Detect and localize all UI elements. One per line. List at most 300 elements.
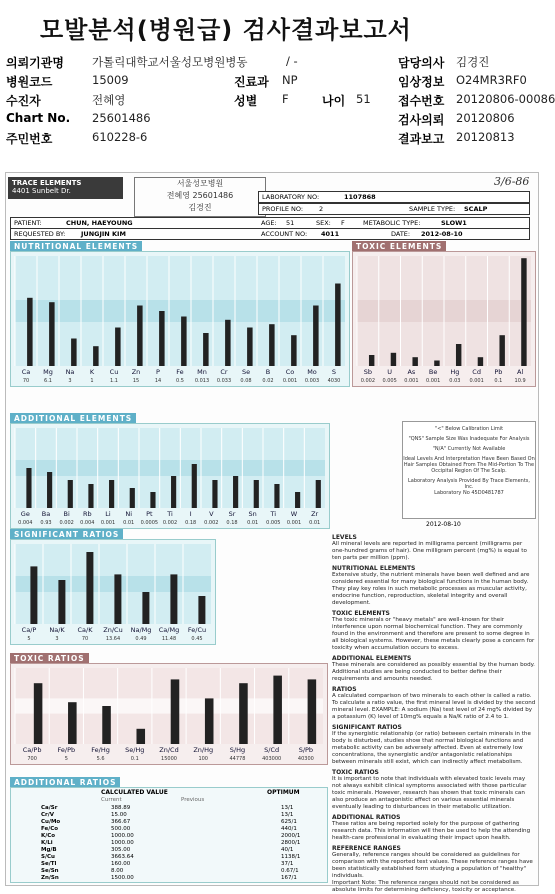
lab-no-label: LABORATORY NO: [262, 193, 320, 201]
value-label: 0.002 [59, 520, 74, 526]
info-row-5 [0, 130, 542, 148]
value-label: 0.005 [382, 378, 397, 384]
bar [369, 355, 374, 366]
bar [49, 302, 55, 366]
value-label: 0.93 [40, 520, 52, 526]
toxic-title: TOXIC ELEMENTS [352, 241, 446, 252]
bar [313, 306, 319, 367]
category-label: Ge [20, 510, 30, 518]
date-label: DATE: [391, 230, 411, 238]
bar [102, 706, 111, 744]
category-label: Ca [21, 368, 31, 376]
category-label: Fe/Pb [57, 746, 76, 754]
sex-label: 성별 [234, 94, 258, 108]
category-label: Cr [220, 368, 228, 376]
bar [34, 683, 43, 744]
ratio-value: 305.00 [111, 847, 131, 853]
account-value: 4011 [321, 230, 340, 238]
bar [115, 328, 121, 367]
value-label: 0.001 [425, 378, 441, 384]
ratio-optimum: 167/1 [281, 875, 297, 881]
current-header: Current [101, 797, 122, 803]
bar [136, 729, 145, 744]
ratio-optimum: 1138/1 [281, 854, 301, 860]
r-patient-value: CHUN, HAEYOUNG [66, 219, 133, 227]
category-label: S/Pb [298, 746, 314, 754]
category-label: Se/Hg [125, 746, 145, 754]
ratio-value: 500.00 [111, 826, 131, 832]
bar [170, 574, 177, 624]
requested-value: JUNGJIN KIM [81, 230, 126, 238]
category-label: Fe [176, 368, 184, 376]
explanation-text: A calculated comparison of two minerals to each other is called a ratio. To calculate a ratio value, the first mineral level is divided by the second mineral level. EXAMPLE: A sodium (Na) test level of 24 mg% divided by a potassium (K) level of 10mg% equals a Na/K ratio of 2.4 to 1. [332, 693, 536, 720]
bar [308, 679, 317, 744]
institution-value: 가톨릭대학교서울성모병원병동 [92, 55, 248, 69]
ratio-name: Mg/B [41, 847, 57, 853]
value-label: 0.01 [309, 520, 321, 526]
profile-label: PROFILE NO: [262, 205, 304, 213]
value-label: 700 [27, 756, 37, 762]
explanation-heading: NUTRITIONAL ELEMENTS [332, 565, 416, 572]
add-ratio-row [11, 854, 327, 861]
value-label: 70 [81, 636, 89, 642]
legend-line-1: "<" Below Calibration Limit [434, 426, 504, 432]
category-label: Sr [228, 510, 236, 518]
ratio-name: K/Co [41, 833, 56, 839]
value-label: 0.005 [266, 520, 281, 526]
bar [335, 284, 341, 367]
value-label: 0.1 [130, 756, 139, 762]
stamp-line-1: 서울성모병원 [176, 179, 224, 188]
category-label: Cd [472, 368, 481, 376]
category-label: Zn/Cd [159, 746, 179, 754]
bar [233, 476, 238, 508]
explanation-text: All mineral levels are reported in milligrams percent (milligrams per one-hundred grams of hair). One milligram percent (mg%) is equal to ten parts per million (ppm). [332, 541, 527, 561]
category-label: Ca/Pb [22, 746, 42, 754]
optimum-header: OPTIMUM [267, 789, 300, 796]
category-label: Ca/K [77, 626, 93, 634]
bar [192, 464, 197, 508]
additional-chart [11, 424, 329, 528]
info-row-1 [0, 54, 542, 72]
explanation-heading: RATIOS [332, 686, 357, 693]
ratio-optimum: 13/1 [281, 812, 294, 818]
bar [198, 596, 205, 624]
r-age-value: 51 [286, 219, 295, 227]
category-label: Ti [270, 510, 277, 518]
category-label: V [209, 510, 214, 518]
additional-panel [10, 423, 330, 529]
ratio-value: 1000.00 [111, 840, 134, 846]
id-label: 주민번호 [6, 132, 53, 146]
chart-band [15, 544, 211, 560]
category-label: Zn [131, 368, 141, 376]
nutritional-chart [11, 252, 349, 386]
value-label: 0.18 [226, 520, 238, 526]
value-label: 5 [64, 756, 68, 762]
value-label: 0.001 [469, 378, 484, 384]
chart-band [15, 428, 325, 444]
category-label: K [89, 368, 95, 376]
chart-label: Chart No. [6, 111, 71, 125]
bar [412, 357, 417, 366]
value-label: 70 [22, 378, 30, 384]
r-age-label: AGE: [261, 219, 277, 227]
legend-notes [402, 421, 536, 519]
add-ratio-row [11, 826, 327, 833]
patient-label: 수진자 [6, 94, 41, 108]
value-label: 0.08 [240, 378, 252, 384]
value-label: 100 [198, 756, 208, 762]
explanation-text: These ratios are being reported solely for the purpose of gathering research data. This information will then be used to help the attending health-care professional in evaluating their impact upon health. [332, 821, 531, 841]
info-row-3 [0, 92, 555, 110]
chart-value: 25601486 [92, 111, 151, 125]
category-label: Al [516, 368, 524, 376]
id-value: 610228-6 [92, 130, 148, 144]
category-label: Fe/Cu [187, 626, 207, 634]
category-label: Ca/Mg [158, 626, 180, 634]
category-label: Co [285, 368, 295, 376]
previous-header: Previous [181, 797, 205, 803]
value-label: 5 [27, 636, 31, 642]
value-label: 3 [55, 636, 59, 642]
bar [499, 335, 504, 366]
report-title: 모발분석(병원급) 검사결과보고서 [40, 16, 412, 44]
bar [171, 679, 180, 744]
explanation-heading: ADDITIONAL ELEMENTS [332, 655, 412, 662]
report-header [6, 173, 538, 239]
lab-no-box [258, 191, 530, 203]
add-ratios-panel [10, 787, 328, 883]
value-label: 0.002 [360, 378, 376, 384]
value-label: 5.6 [96, 756, 105, 762]
bar [181, 317, 187, 367]
date-value: 2012-08-10 [421, 230, 463, 238]
chart-band [15, 608, 211, 624]
bar [291, 335, 297, 366]
ratio-value: 15.00 [111, 812, 127, 818]
value-label: 0.01 [247, 520, 259, 526]
hospital-stamp [134, 177, 266, 217]
value-label: 0.001 [100, 520, 116, 526]
category-label: Fe/Hg [91, 746, 110, 754]
category-label: W [290, 510, 298, 518]
ratio-optimum: 0.67/1 [281, 868, 299, 874]
ratio-name: Cu/Mo [41, 819, 61, 825]
value-label: 0.001 [282, 378, 298, 384]
result-value: 20120813 [456, 130, 515, 144]
category-label: Zr [311, 510, 319, 518]
calc-value-header: CALCULATED VALUE [101, 789, 168, 796]
explanation-heading: REFERENCE RANGES [332, 845, 401, 852]
value-label: 4030 [327, 378, 341, 384]
category-label: Na/Mg [130, 626, 152, 634]
ratio-name: K/Li [41, 840, 53, 846]
ratio-name: S/Cu [41, 854, 55, 860]
category-label: Na/K [49, 626, 65, 634]
value-label: 0.003 [304, 378, 320, 384]
bar [225, 320, 231, 366]
bar [274, 484, 279, 508]
ratio-value: 388.89 [111, 805, 131, 811]
ratio-name: Fe/Co [41, 826, 59, 832]
bar [86, 552, 93, 624]
add-ratio-row [11, 812, 327, 819]
dept-value: NP [282, 73, 298, 87]
nutritional-panel [10, 251, 350, 387]
category-label: S/Cd [264, 746, 280, 754]
metabolic-label: METABOLIC TYPE: [363, 219, 421, 227]
category-label: Ba [41, 510, 51, 518]
explanation-heading: TOXIC ELEMENTS [332, 610, 390, 617]
ratio-optimum: 37/1 [281, 861, 294, 867]
value-label: 0.18 [185, 520, 197, 526]
bar [109, 480, 114, 508]
category-label: Sb [363, 368, 373, 376]
doctor-value: 김경진 [456, 55, 490, 69]
legend-line-6: Laboratory No 45D0481787 [434, 490, 504, 496]
value-label: 0.013 [194, 378, 210, 384]
value-label: 0.001 [404, 378, 419, 384]
bar [68, 480, 73, 508]
bar [68, 702, 77, 744]
chart-band [15, 460, 325, 476]
ratio-name: Cr/V [41, 812, 55, 818]
value-label: 14 [154, 378, 162, 384]
nutritional-title: NUTRITIONAL ELEMENTS [10, 241, 142, 252]
category-label: Ni [125, 510, 133, 518]
ratio-value: 1500.00 [111, 875, 134, 881]
value-label: 0.02 [262, 378, 274, 384]
profile-box [258, 203, 530, 215]
value-label: 0.002 [204, 520, 219, 526]
add-ratio-row [11, 819, 327, 826]
value-label: 40300 [297, 756, 314, 762]
chart-band [15, 576, 211, 592]
add-ratios-title: ADDITIONAL RATIOS [10, 777, 120, 788]
sex-value: F [282, 92, 289, 106]
institution-label: 의뢰기관명 [6, 56, 64, 70]
ratio-name: Zn/Sn [41, 875, 59, 881]
bar [71, 339, 77, 367]
chart-band [15, 560, 211, 576]
add-ratio-row [11, 847, 327, 854]
bar [171, 476, 176, 508]
sig-ratios-chart [11, 540, 215, 644]
ratio-optimum: 40/1 [281, 847, 294, 853]
value-label: 1 [90, 378, 94, 384]
bar [27, 298, 32, 366]
explanation-text: It is important to note that individuals with elevated toxic levels may not always exhibit clinical symptoms associated with those particular toxic minerals. However, research has shown that toxic minerals can also produce an antagonistic effect on various essential minerals eventually leading to disturbances in their metabolic utilization. [332, 776, 527, 810]
bar [114, 574, 121, 624]
receipt-label: 접수번호 [398, 94, 445, 108]
explanation-text: Important Note: The reference ranges should not be considered as absolute limits for determining deficiency, toxicity or acceptance. [332, 880, 519, 893]
add-ratio-row [11, 840, 327, 847]
bar [137, 306, 143, 367]
code-label: 병원코드 [6, 75, 53, 89]
category-label: Bi [63, 510, 70, 518]
chart-band [15, 592, 211, 608]
explanation-text: These minerals are considered as possibly essential by the human body. Additional studies are being conducted to better define their requirements and amounts needed. [332, 662, 535, 682]
bar [205, 698, 214, 744]
info-row-4 [0, 111, 542, 129]
bar [30, 566, 37, 624]
category-label: Pb [494, 368, 503, 376]
stamp-line-3: 김경진 [188, 203, 212, 212]
additional-title: ADDITIONAL ELEMENTS [10, 413, 136, 424]
value-label: 0.004 [18, 520, 33, 526]
request-value: 20120806 [456, 111, 515, 125]
category-label: Ca/P [21, 626, 37, 634]
category-label: Be [428, 368, 438, 376]
value-label: 0.03 [449, 378, 461, 384]
value-label: 0.45 [191, 636, 203, 642]
bar [88, 484, 93, 508]
handwritten-note: 3/6-86 [494, 175, 530, 188]
category-label: Mn [197, 368, 207, 376]
value-label: 15 [132, 378, 140, 384]
toxic-ratios-panel [10, 663, 328, 765]
bar [247, 328, 253, 367]
ratio-optimum: 2000/1 [281, 833, 301, 839]
explanation-text: The toxic minerals or "heavy metals" are well-known for their interference upon normal biochemical function. They are commonly found in the environment and therefore are present to some degree in all biological systems. However, these metals clearly pose a concern for toxicity when accumulation occurs to excess. [332, 617, 535, 651]
age-value: 51 [356, 92, 371, 106]
category-label: Ti [167, 510, 173, 518]
code-value: 15009 [92, 73, 129, 87]
patient-info-header [0, 52, 555, 150]
lab-logo [8, 177, 123, 199]
doctor-label: 담당의사 [398, 56, 445, 70]
bar [521, 258, 526, 366]
value-label: 0.033 [216, 378, 232, 384]
bar [58, 580, 65, 624]
ratio-value: 3663.64 [111, 854, 134, 860]
toxic-panel [352, 251, 536, 387]
r-sex-label: SEX: [316, 219, 331, 227]
chart-band [15, 256, 345, 278]
ratio-optimum: 440/1 [281, 826, 297, 832]
ratio-optimum: 13/1 [281, 805, 294, 811]
value-label: 0.5 [176, 378, 184, 384]
sample-value: SCALP [464, 205, 488, 213]
ratio-value: 1000.00 [111, 833, 134, 839]
category-label: Mo [307, 368, 317, 376]
footer-date: 2012-08-10 [426, 521, 461, 528]
explanation-text: If the synergistic relationship (or ratio) between certain minerals in the body is disturbed, studies show that normal biological functions and metabolic activity can be adversely affected. Even at extremely low concentrations, the synergistic and/or antagonistic relationships between minerals still exist, which can indirectly affect metabolism. [332, 731, 531, 765]
add-ratio-row [11, 861, 327, 868]
bar [316, 480, 321, 508]
category-label: I [189, 510, 192, 518]
category-label: P [156, 368, 160, 376]
explanation-heading: SIGNIFICANT RATIOS [332, 724, 402, 731]
add-ratio-row [11, 805, 327, 812]
legend-line-4: Ideal Levels And Interpretation Have Been Based On Hair Samples Obtained From The Mid-Portion To The Occipital Region Of The Scalp. [403, 456, 535, 474]
account-label: ACCOUNT NO: [261, 230, 308, 238]
bar [130, 488, 135, 508]
category-label: Na [65, 368, 75, 376]
category-label: Zn/Cu [103, 626, 123, 634]
r-sex-value: F [341, 219, 345, 227]
bar [273, 676, 282, 744]
value-label: 13.64 [105, 636, 121, 642]
bar [254, 480, 259, 508]
bar [391, 353, 396, 366]
value-label: 0.002 [162, 520, 178, 526]
age-label: 나이 [322, 94, 346, 108]
bar [159, 311, 165, 366]
bar [212, 480, 217, 508]
category-label: Rb [83, 510, 92, 518]
category-label: U [387, 368, 393, 376]
sample-label: SAMPLE TYPE: [409, 205, 456, 213]
category-label: S [331, 368, 337, 376]
info-row-2 [0, 73, 542, 91]
legend-line-2: "QNS" Sample Size Was Inadequate For Analysis [408, 436, 530, 442]
explanations-column [332, 531, 536, 893]
value-label: 44778 [229, 756, 246, 762]
category-label: Cu [109, 368, 119, 376]
requested-box [10, 228, 530, 240]
category-label: Hg [450, 368, 460, 376]
ratio-value: 8.00 [111, 868, 124, 874]
toxic-ratios-chart [11, 664, 327, 764]
explanation-heading: ADDITIONAL RATIOS [332, 814, 401, 821]
patient-value: 전혜영 [92, 93, 126, 107]
receipt-value: 20120806-00086 [456, 92, 555, 106]
value-label: 0.49 [135, 636, 147, 642]
bar [269, 324, 275, 366]
bar [239, 683, 248, 744]
ratio-name: Se/Tl [41, 861, 57, 867]
result-label: 결과보고 [398, 132, 445, 146]
sig-ratios-title: SIGNIFICANT RATIOS [10, 529, 123, 540]
sig-ratios-panel [10, 539, 216, 645]
hair-analysis-report-scan [5, 172, 539, 893]
explanation-text: Extensive study, the nutrient minerals have been well defined and are considered essential for many biological functions in the human body. They play key roles in such metabolic processes as muscular activity, endocrine function, reproduction, skeletal integrity and overall development. [332, 572, 530, 606]
bar [434, 361, 439, 367]
clinical-label: 임상정보 [398, 75, 445, 89]
category-label: S/Hg [229, 746, 246, 754]
category-label: Li [105, 510, 111, 518]
bar [93, 346, 99, 366]
value-label: 0.001 [286, 520, 302, 526]
value-label: 0.0005 [140, 520, 159, 526]
add-ratio-row [11, 868, 327, 875]
dept-label: 진료과 [234, 75, 269, 89]
bar [478, 357, 483, 366]
bar [203, 333, 209, 366]
value-label: 6.1 [44, 378, 52, 384]
bar [456, 344, 461, 366]
category-label: Se [241, 368, 251, 376]
toxic-ratios-title: TOXIC RATIOS [10, 653, 89, 664]
ratio-name: Se/Sn [41, 868, 59, 874]
chart-band [15, 300, 345, 322]
ratio-name: Ca/Sr [41, 805, 58, 811]
value-label: 0.01 [123, 520, 135, 526]
requested-label: REQUESTED BY: [14, 230, 66, 238]
explanation-heading: LEVELS [332, 534, 357, 541]
lab-name: TRACE ELEMENTS [12, 179, 82, 187]
toxic-chart [353, 252, 535, 386]
value-label: 0.004 [80, 520, 95, 526]
slash-value: / - [286, 54, 298, 68]
category-label: Zn/Hg [193, 746, 214, 754]
chart-band [15, 444, 325, 460]
value-label: 1.1 [110, 378, 118, 384]
request-label: 검사의뢰 [398, 113, 445, 127]
lab-address: 4401 Sunbelt Dr. [12, 187, 71, 195]
